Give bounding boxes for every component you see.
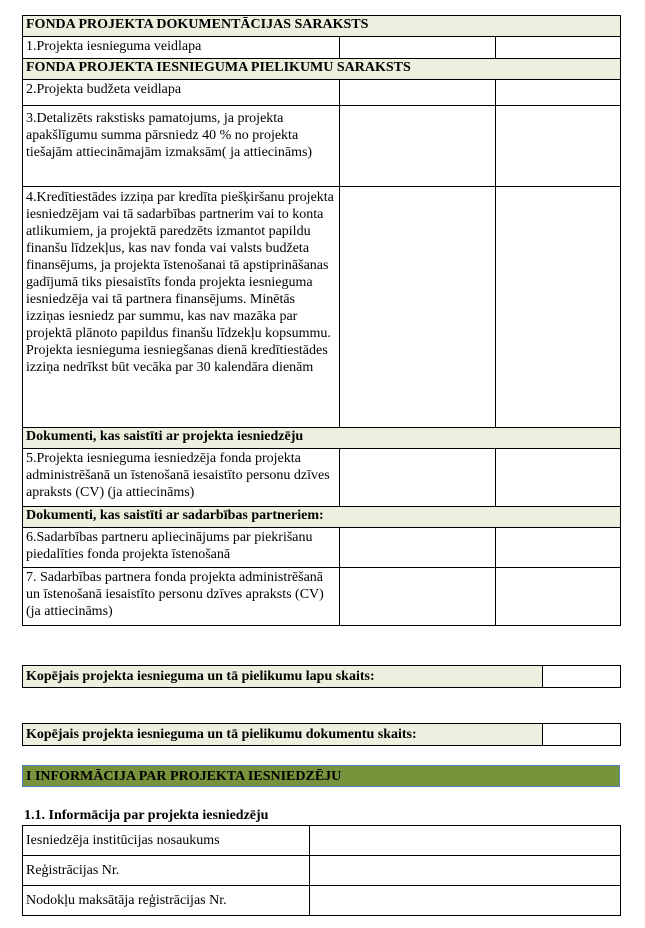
- item-1-cell-b[interactable]: [496, 37, 621, 59]
- table-row: [23, 187, 621, 428]
- registration-no-field[interactable]: [310, 856, 621, 886]
- item-7-cell-a[interactable]: [340, 568, 496, 626]
- applicant-docs-heading: Dokumenti, kas saistīti ar projekta iesniedzēju: [23, 428, 621, 449]
- table-row: [23, 428, 621, 449]
- table-row: [23, 507, 621, 528]
- item-4-cell-b[interactable]: [496, 187, 621, 428]
- table-row: [23, 666, 621, 688]
- table-row: [23, 106, 621, 187]
- annex-list-heading: FONDA PROJEKTA IESNIEGUMA PIELIKUMU SARAKSTS: [23, 59, 621, 80]
- table-row: [23, 826, 621, 856]
- page-count-label: Kopējais projekta iesnieguma un tā pielikumu lapu skaits:: [23, 666, 543, 688]
- item-3-label: 3.Detalizēts rakstisks pamatojums, ja projekta apakšlīgumu summa pārsniedz 40 % no projekta tiešajām attiecināmajām izmaksām( ja attiecināms): [23, 106, 340, 187]
- item-4-label: 4.Kredītiestādes izziņa par kredīta piešķiršanu projekta iesniedzējam vai tā sadarbības partnerim vai to konta atlikumiem, ja projektā paredzēts izmantot papildu finanšu līdzekļus, kas nav fonda vai valsts budžeta finansējums, ja projekta īstenošanai tā apstiprināšanas gadījumā tiks piesaistīts fonda projekta iesnieguma iesniedzēja vai tā partnera finansējums. Minētās izziņas iesniedz par summu, kas nav mazāka par projektā plānoto papildus finanšu līdzekļu kopsummu. Projekta iesnieguma iesniegšanas dienā kredītiestādes izziņa nedrīkst būt vecāka par 30 kalendāra dienām: [23, 187, 340, 428]
- item-6-cell-a[interactable]: [340, 528, 496, 568]
- table-row: [23, 80, 621, 106]
- item-2-label: 2.Projekta budžeta veidlapa: [23, 80, 340, 106]
- item-5-cell-b[interactable]: [496, 449, 621, 507]
- tax-registration-no-label: Nodokļu maksātāja reģistrācijas Nr.: [23, 886, 310, 916]
- item-1-cell-a[interactable]: [340, 37, 496, 59]
- table-row: [23, 886, 621, 916]
- document-count-table: [22, 723, 621, 746]
- table-row: [23, 16, 621, 37]
- page-count-table: [22, 665, 621, 688]
- table-row: [23, 37, 621, 59]
- item-3-cell-a[interactable]: [340, 106, 496, 187]
- document-count-value[interactable]: [543, 724, 621, 746]
- section-1-1-subheading: 1.1. Informācija par projekta iesniedzēju: [24, 808, 269, 823]
- item-6-label: 6.Sadarbības partneru apliecinājums par piekrišanu piedalīties fonda projekta īstenošanā: [23, 528, 340, 568]
- item-7-cell-b[interactable]: [496, 568, 621, 626]
- applicant-info-table: [22, 825, 621, 916]
- table-row: [23, 528, 621, 568]
- page-count-value[interactable]: [543, 666, 621, 688]
- documentation-list-table: [22, 15, 621, 626]
- table-row: [23, 856, 621, 886]
- documentation-list-heading: FONDA PROJEKTA DOKUMENTĀCIJAS SARAKSTS: [23, 16, 621, 37]
- table-row: [23, 59, 621, 80]
- item-3-cell-b[interactable]: [496, 106, 621, 187]
- tax-registration-no-field[interactable]: [310, 886, 621, 916]
- item-2-cell-b[interactable]: [496, 80, 621, 106]
- item-2-cell-a[interactable]: [340, 80, 496, 106]
- item-5-label: 5.Projekta iesnieguma iesniedzēja fonda projekta administrēšanā un īstenošanā iesaistīto personu dzīves apraksts (CV) (ja attiecināms): [23, 449, 340, 507]
- institution-name-field[interactable]: [310, 826, 621, 856]
- item-5-cell-a[interactable]: [340, 449, 496, 507]
- institution-name-label: Iesniedzēja institūcijas nosaukums: [23, 826, 310, 856]
- registration-no-label: Reģistrācijas Nr.: [23, 856, 310, 886]
- item-1-label: 1.Projekta iesnieguma veidlapa: [23, 37, 340, 59]
- section-1-title: I INFORMĀCIJA PAR PROJEKTA IESNIEDZĒJU: [22, 765, 620, 787]
- item-7-label: 7. Sadarbības partnera fonda projekta administrēšanā un īstenošanā iesaistīto personu dzīves apraksts (CV) (ja attiecināms): [23, 568, 340, 626]
- document-count-label: Kopējais projekta iesnieguma un tā pielikumu dokumentu skaits:: [23, 724, 543, 746]
- item-4-cell-a[interactable]: [340, 187, 496, 428]
- table-row: [23, 724, 621, 746]
- partner-docs-heading: Dokumenti, kas saistīti ar sadarbības partneriem:: [23, 507, 621, 528]
- table-row: [23, 568, 621, 626]
- item-6-cell-b[interactable]: [496, 528, 621, 568]
- table-row: [23, 449, 621, 507]
